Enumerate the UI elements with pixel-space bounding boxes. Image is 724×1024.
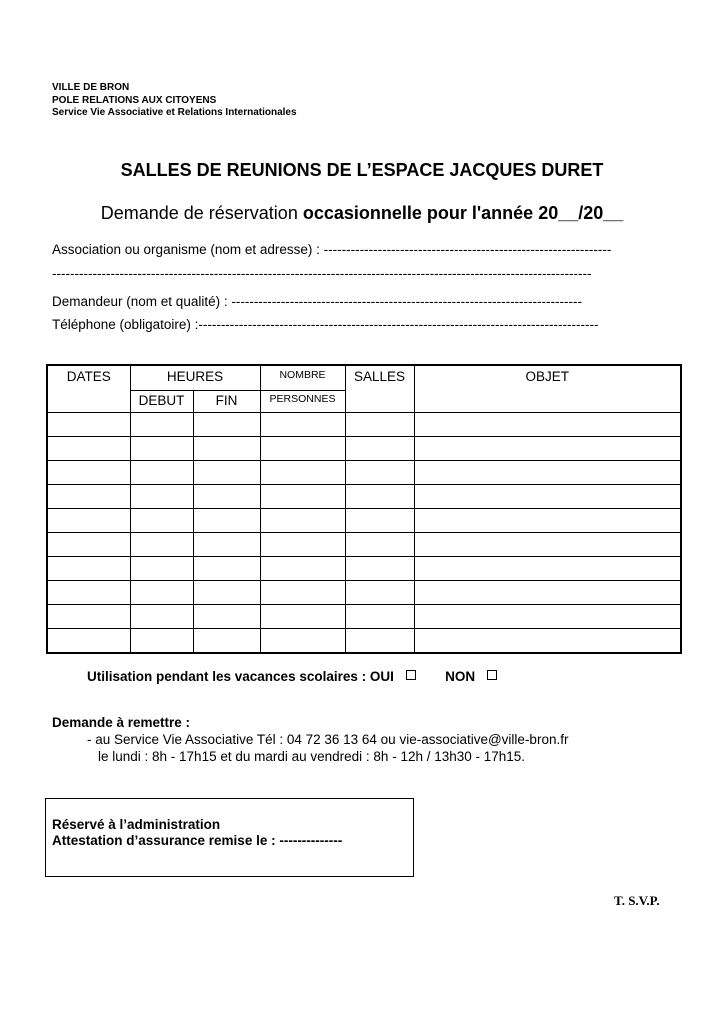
cell[interactable] — [414, 485, 681, 509]
table-row — [47, 485, 681, 509]
cell[interactable] — [260, 485, 345, 509]
cell[interactable] — [130, 437, 193, 461]
cell[interactable] — [193, 437, 260, 461]
cell[interactable] — [130, 629, 193, 654]
cell[interactable] — [414, 581, 681, 605]
cell[interactable] — [130, 605, 193, 629]
cell[interactable] — [193, 581, 260, 605]
telephone-field[interactable]: Téléphone (obligatoire) :----------------------------------------------------------------------------------------- — [52, 317, 599, 332]
cell[interactable] — [193, 461, 260, 485]
cell[interactable] — [260, 629, 345, 654]
admin-box — [45, 798, 414, 877]
association-field[interactable]: Association ou organisme (nom et adresse) : ---------------------------------------------------------------- — [52, 242, 612, 257]
cell[interactable] — [345, 485, 414, 509]
vacances-question — [87, 669, 497, 684]
cell[interactable] — [414, 557, 681, 581]
cell[interactable] — [345, 605, 414, 629]
cell[interactable] — [345, 533, 414, 557]
subtitle-normal: Demande de réservation — [100, 203, 303, 223]
cell[interactable] — [260, 437, 345, 461]
cell[interactable] — [193, 413, 260, 437]
admin-insurance-label: Attestation d’assurance remise le : -------------- — [52, 833, 343, 848]
table-row — [47, 509, 681, 533]
cell[interactable] — [130, 461, 193, 485]
cell[interactable] — [193, 533, 260, 557]
cell[interactable] — [345, 437, 414, 461]
cell[interactable] — [414, 533, 681, 557]
col-debut-header: DEBUT — [130, 391, 193, 413]
cell[interactable] — [414, 629, 681, 654]
cell[interactable] — [414, 461, 681, 485]
page-title: SALLES DE REUNIONS DE L’ESPACE JACQUES DURET — [120, 160, 604, 180]
header-service: Service Vie Associative et Relations Internationales — [52, 107, 297, 118]
remise-title: Demande à remettre : — [52, 715, 191, 730]
cell[interactable] — [414, 605, 681, 629]
cell[interactable] — [345, 581, 414, 605]
cell[interactable] — [414, 509, 681, 533]
cell[interactable] — [47, 485, 130, 509]
remise-address: - au Service Vie Associative Tél : 04 72 36 13 64 ou vie-associative@ville-bron.fr — [87, 732, 569, 747]
col-salles-header: SALLES — [345, 365, 414, 413]
col-objet-header: OBJET — [414, 365, 681, 413]
cell[interactable] — [193, 629, 260, 654]
cell[interactable] — [260, 581, 345, 605]
cell[interactable] — [345, 461, 414, 485]
cell[interactable] — [345, 509, 414, 533]
cell[interactable] — [193, 509, 260, 533]
col-heures-header: HEURES — [130, 365, 260, 391]
cell[interactable] — [260, 509, 345, 533]
cell[interactable] — [260, 461, 345, 485]
organization-header — [52, 82, 297, 120]
non-checkbox[interactable] — [487, 670, 497, 680]
demandeur-field[interactable]: Demandeur (nom et qualité) : ------------------------------------------------------------------------------ — [52, 294, 582, 309]
vacances-label: Utilisation pendant les vacances scolaires : OUI — [87, 669, 394, 684]
cell[interactable] — [193, 605, 260, 629]
oui-checkbox[interactable] — [406, 670, 416, 680]
cell[interactable] — [130, 581, 193, 605]
table-row — [47, 581, 681, 605]
table-row — [47, 629, 681, 654]
table-header-row — [47, 365, 681, 391]
cell[interactable] — [47, 509, 130, 533]
cell[interactable] — [130, 413, 193, 437]
page-subtitle — [0, 203, 724, 224]
cell[interactable] — [193, 485, 260, 509]
col-fin-header: FIN — [193, 391, 260, 413]
table-row — [47, 461, 681, 485]
table-row — [47, 413, 681, 437]
cell[interactable] — [193, 557, 260, 581]
col-dates-header: DATES — [47, 365, 130, 413]
cell[interactable] — [260, 413, 345, 437]
cell[interactable] — [260, 557, 345, 581]
cell[interactable] — [345, 413, 414, 437]
table-row — [47, 605, 681, 629]
cell[interactable] — [345, 629, 414, 654]
non-label: NON — [445, 669, 476, 684]
cell[interactable] — [47, 581, 130, 605]
header-pole: POLE RELATIONS AUX CITOYENS — [52, 94, 217, 106]
table-row — [47, 437, 681, 461]
admin-reserved-label: Réservé à l’administration — [52, 817, 221, 832]
cell[interactable] — [130, 485, 193, 509]
cell[interactable] — [130, 557, 193, 581]
cell[interactable] — [47, 605, 130, 629]
association-field-continuation[interactable]: ------------------------------------------------------------------------------------------------------------------------ — [52, 266, 592, 281]
table-row — [47, 557, 681, 581]
remise-hours: le lundi : 8h - 17h15 et du mardi au vendredi : 8h - 12h / 13h30 - 17h15. — [98, 749, 526, 764]
cell[interactable] — [130, 533, 193, 557]
table-row — [47, 533, 681, 557]
reservation-table — [46, 364, 682, 654]
cell[interactable] — [47, 533, 130, 557]
cell[interactable] — [414, 413, 681, 437]
col-nombre-header: NOMBRE — [260, 365, 345, 391]
cell[interactable] — [47, 629, 130, 654]
cell[interactable] — [345, 557, 414, 581]
cell[interactable] — [47, 461, 130, 485]
turn-over-note: T. S.V.P. — [614, 893, 660, 908]
cell[interactable] — [414, 437, 681, 461]
cell[interactable] — [260, 605, 345, 629]
col-personnes-header: PERSONNES — [260, 391, 345, 413]
subtitle-bold: occasionnelle pour l'année 20__/20__ — [302, 203, 624, 223]
cell[interactable] — [47, 413, 130, 437]
header-city: VILLE DE BRON — [52, 82, 130, 93]
cell[interactable] — [47, 557, 130, 581]
cell[interactable] — [47, 437, 130, 461]
cell[interactable] — [260, 533, 345, 557]
cell[interactable] — [130, 509, 193, 533]
